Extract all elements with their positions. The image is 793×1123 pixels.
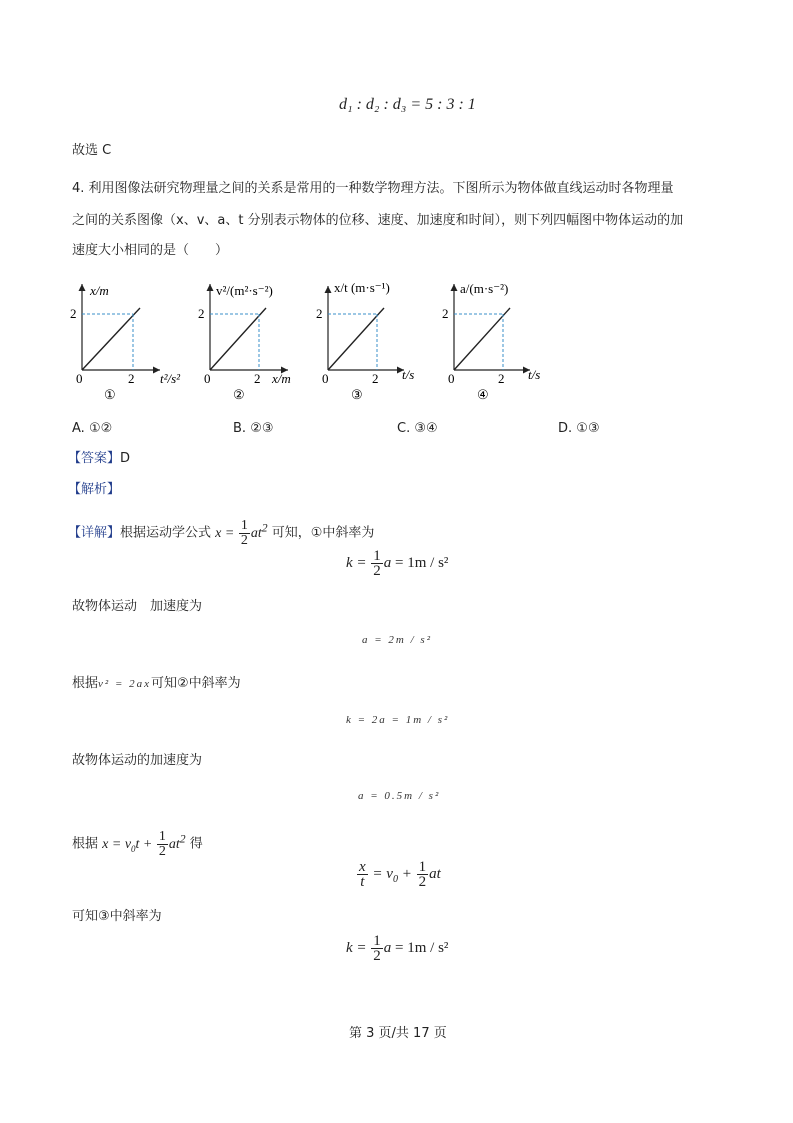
- graph-2-xlabel: x/m: [272, 371, 291, 386]
- question-line-3: 速度大小相同的是（ ）: [72, 243, 229, 258]
- graph-3-ytick: 2: [316, 306, 323, 321]
- graph-1-xtick: 2: [128, 371, 135, 386]
- equation-k3: k = $\frac{1}{2}$ a = 1m / s²: [346, 933, 449, 964]
- option-b-text: ②③: [250, 421, 274, 436]
- graph-2: [198, 283, 291, 402]
- line-v2-text: 根据: [72, 676, 99, 691]
- option-d-text: ①③: [576, 421, 600, 436]
- graph-3-caption: ③: [351, 387, 363, 402]
- line-acceleration-1: 故物体运动 加速度为: [72, 599, 203, 614]
- equation-a1: a = 2m / s²: [362, 634, 433, 646]
- formula-x-v0t: $x = v_0t$ + $\frac{1}{2}$ $at^2$: [102, 828, 186, 859]
- graph-3-xtick: 2: [372, 371, 379, 386]
- question-line-2: 之间的关系图像（x、v、a、t 分别表示物体的位移、速度、加速度和时间），则下列四幅图中物体运动的加: [72, 213, 684, 228]
- graph-3-origin: 0: [322, 371, 329, 386]
- equation-x-over-t: $\frac{x}{t}$ = $v_0$ + $\frac{1}{2}$ at: [359, 859, 441, 890]
- option-c[interactable]: [397, 421, 438, 436]
- graph-3: [316, 280, 414, 402]
- graph-4: [442, 281, 540, 402]
- line-x-text-b: 得: [189, 836, 203, 852]
- option-a-letter: A.: [72, 421, 85, 436]
- graph-4-origin: 0: [448, 371, 455, 386]
- graph-1-ylabel: x/m: [90, 283, 109, 298]
- line-v2-text-b: 可知②中斜率为: [151, 676, 241, 691]
- detail-text-1b: 可知，①中斜率为: [271, 525, 375, 541]
- detail-text-1: 根据运动学公式: [120, 525, 212, 541]
- graph-2-origin: 0: [204, 371, 211, 386]
- equation-k2: k = 2a = 1m / s²: [346, 714, 450, 726]
- line-x-text: 根据: [72, 836, 99, 852]
- question-line-1: [72, 179, 674, 199]
- formula-v2-2ax: v² = 2ax: [98, 678, 152, 690]
- graph-1-caption: ①: [104, 387, 116, 402]
- line-v2: [72, 674, 241, 694]
- graph-4-xlabel: t/s: [528, 367, 541, 382]
- option-d-letter: D.: [558, 421, 573, 436]
- option-c-letter: C.: [397, 421, 411, 436]
- graph-4-ytick: 2: [442, 306, 449, 321]
- question-text-1: 利用图像法研究物理量之间的关系是常用的一种数学物理方法。下图所示为物体做直线运动时各物理量: [88, 181, 674, 196]
- analysis-tag: 【解析】: [68, 482, 121, 497]
- graph-2-ylabel: v²/(m²·s⁻²): [216, 283, 273, 298]
- line-acceleration-2: 故物体运动的加速度为: [72, 753, 203, 768]
- question-number: 4.: [72, 181, 85, 196]
- detail-tag: 【详解】: [68, 525, 121, 541]
- graph-2-xtick: 2: [254, 371, 261, 386]
- option-d[interactable]: [558, 421, 600, 436]
- graph-2-ytick: 2: [198, 306, 205, 321]
- top-equation: d₁ : d₂ : d₃ = 5 : 3 : 1: [339, 96, 476, 113]
- option-b-letter: B.: [233, 421, 247, 436]
- choose-previous-answer: 故选 C: [72, 143, 112, 158]
- graph-3-xlabel: t/s: [402, 367, 415, 382]
- line-k3: 可知③中斜率为: [72, 909, 162, 924]
- answer-value: D: [120, 451, 131, 466]
- option-c-text: ③④: [414, 421, 438, 436]
- graph-1-xlabel: t²/s²: [160, 371, 181, 386]
- graph-1-origin: 0: [76, 371, 83, 386]
- answer-tag: 【答案】: [68, 451, 121, 466]
- graph-4-caption: ④: [477, 387, 489, 402]
- detail-line: [68, 514, 374, 548]
- graph-3-ylabel: x/t (m·s⁻¹): [334, 280, 390, 295]
- graph-1: [70, 283, 181, 402]
- option-a[interactable]: [72, 421, 112, 436]
- graph-2-caption: ②: [233, 387, 245, 402]
- page-footer: 第 3 页/共 17 页: [349, 1026, 447, 1041]
- graph-1-ytick: 2: [70, 306, 77, 321]
- equation-a2: a = 0.5m / s²: [358, 790, 441, 802]
- formula-x-half-at2: x = $\frac{1}{2}$ $at^2$: [215, 517, 268, 548]
- option-a-text: ①②: [88, 421, 113, 436]
- graphs-figure: [60, 272, 560, 404]
- graph-4-ylabel: a/(m·s⁻²): [460, 281, 509, 296]
- line-x-formula: [72, 825, 203, 862]
- answer-line: [68, 449, 130, 469]
- option-b[interactable]: [233, 421, 274, 436]
- graph-4-xtick: 2: [498, 371, 505, 386]
- equation-k1: k = $\frac{1}{2}$ a = 1m / s²: [346, 548, 449, 579]
